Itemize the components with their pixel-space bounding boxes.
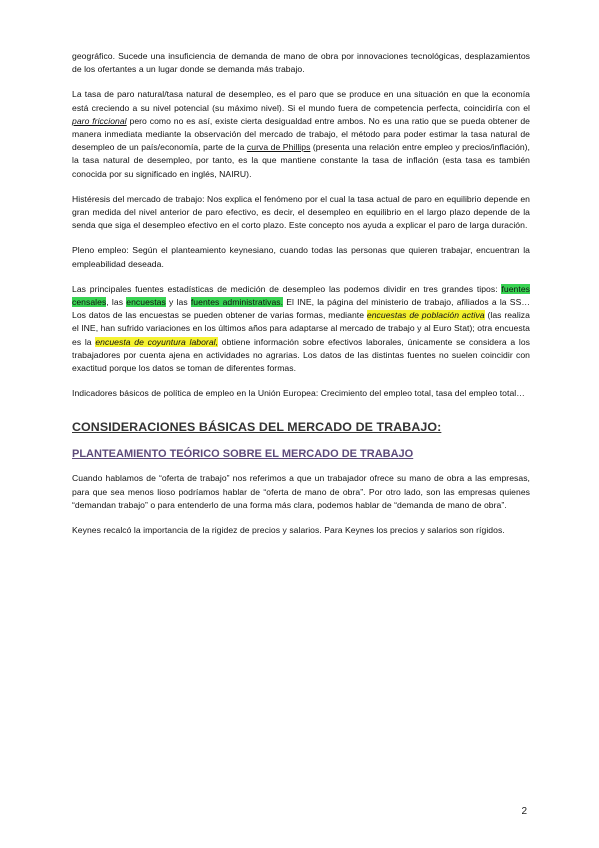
page-content: [72, 50, 530, 549]
paragraph-text: Cuando hablamos de “oferta de trabajo” nos referimos a que un trabajador ofrece su mano de obra a las empresas, para que sea menos lioso podríamos hablar de “oferta de mano de obra”. Por otro lado, son las empresas quienes “demandan trabajo” o para entenderlo de una forma más clara, podemos hablar de “demanda de mano de obra”.: [72, 473, 530, 510]
paragraph-text: Indicadores básicos de política de empleo en la Unión Europea: Crecimiento del empleo total, tasa del empleo total…: [72, 388, 525, 399]
highlight-fuentes-administrativas: fuentes administrativas.: [190, 297, 284, 308]
paragraph-indicadores-ue: [72, 387, 530, 400]
text-segment: (las realiza el INE, han sufrido variaciones en los últimos años para adaptarse al mercado de trabajo y al Euro Stat); otra encuesta es la: [72, 310, 530, 347]
link-paro-friccional[interactable]: paro friccional: [72, 115, 127, 126]
paragraph-tasa-paro-natural: [72, 88, 530, 180]
highlight-encuestas: encuestas: [126, 297, 166, 308]
highlight-encuesta-coyuntura-laboral: encuesta de coyuntura laboral,: [95, 336, 219, 347]
paragraph-histeresis: [72, 193, 530, 233]
section-heading: CONSIDERACIONES BÁSICAS DEL MERCADO DE TRABAJO:: [72, 420, 442, 435]
highlight-encuestas-poblacion-activa: encuestas de población activa: [366, 310, 485, 321]
paragraph-text: Histéresis del mercado de trabajo: Nos explica el fenómeno por el cual la tasa actual de paro en equilibrio depende en gran medida del nivel anterior de paro efectivo, es decir, el desempleo en equilibrio en el largo plazo depende de la senda que siga el desempleo efectivo en el corto plazo. Este concepto nos ayuda a explicar el paro de larga duración.: [72, 193, 530, 231]
paragraph-text: Keynes recalcó la importancia de la rigidez de precios y salarios. Para Keynes los precios y salarios son rígidos.: [72, 525, 505, 536]
text-segment: obtiene información sobre efectivos laborales, únicamente se considera a los trabajadores por cuenta ajena en actividades no agrarias. Los datos de las distintas fuentes no suelen coincidir con exactitud porque los datos se toman de diferentes formas.: [72, 336, 531, 374]
text-segment: El INE, la página del ministerio de trabajo, afiliados a la SS… Los datos de las encuestas se pueden obtener de varias formas, mediante: [72, 297, 530, 321]
text-segment: La tasa de paro natural/tasa natural de desempleo, es el paro que se produce en una situación en que la economía está creciendo a su nivel potencial (su máximo nivel). Si el mundo fuera de competencia perfecta, coincidiría con el: [72, 89, 530, 113]
paragraph-pleno-empleo: [72, 244, 530, 270]
text-segment: pero como no es así, existe cierta desigualdad entre ambos. No es una ratio que se pueda obtener de manera inmediata mediante la observación del mercado de trabajo, el método para poder estimar la tasa natural de desempleo de un país/economía, parte de la: [72, 115, 530, 153]
highlight-fuentes-censales: fuentes censales: [72, 283, 530, 308]
subsection-heading: PLANTEAMIENTO TEÓRICO SOBRE EL MERCADO DE TRABAJO: [72, 448, 414, 461]
text-segment: , las: [106, 297, 127, 308]
link-curva-phillips[interactable]: curva de Phillips: [246, 142, 311, 153]
paragraph-oferta-trabajo: [72, 472, 530, 512]
page-number: 2: [521, 806, 527, 817]
text-segment: Las principales fuentes estadísticas de medición de desempleo las podemos dividir en tres grandes tipos:: [72, 283, 502, 294]
paragraph-text: Pleno empleo: Según el planteamiento keynesiano, cuando todas las personas que quieren trabajar, encuentran la empleabilidad deseada.: [72, 245, 530, 269]
text-segment: (presenta una relación entre empleo y precios/inflación), la tasa natural de desempleo, por tanto, es la que mantiene constante la tasa de inflación (esta tasa es también conocida por su significado en inglés, NAIRU).: [72, 142, 530, 179]
paragraph-fuentes-estadisticas: [72, 283, 530, 375]
paragraph-keynes: [72, 524, 530, 537]
paragraph-text: geográfico. Sucede una insuficiencia de demanda de mano de obra por innovaciones tecnológicas, desplazamientos de los ofertantes a un lugar donde se demanda más trabajo.: [72, 51, 530, 75]
text-segment: y las: [165, 297, 191, 308]
paragraph-geografico: [72, 50, 530, 76]
